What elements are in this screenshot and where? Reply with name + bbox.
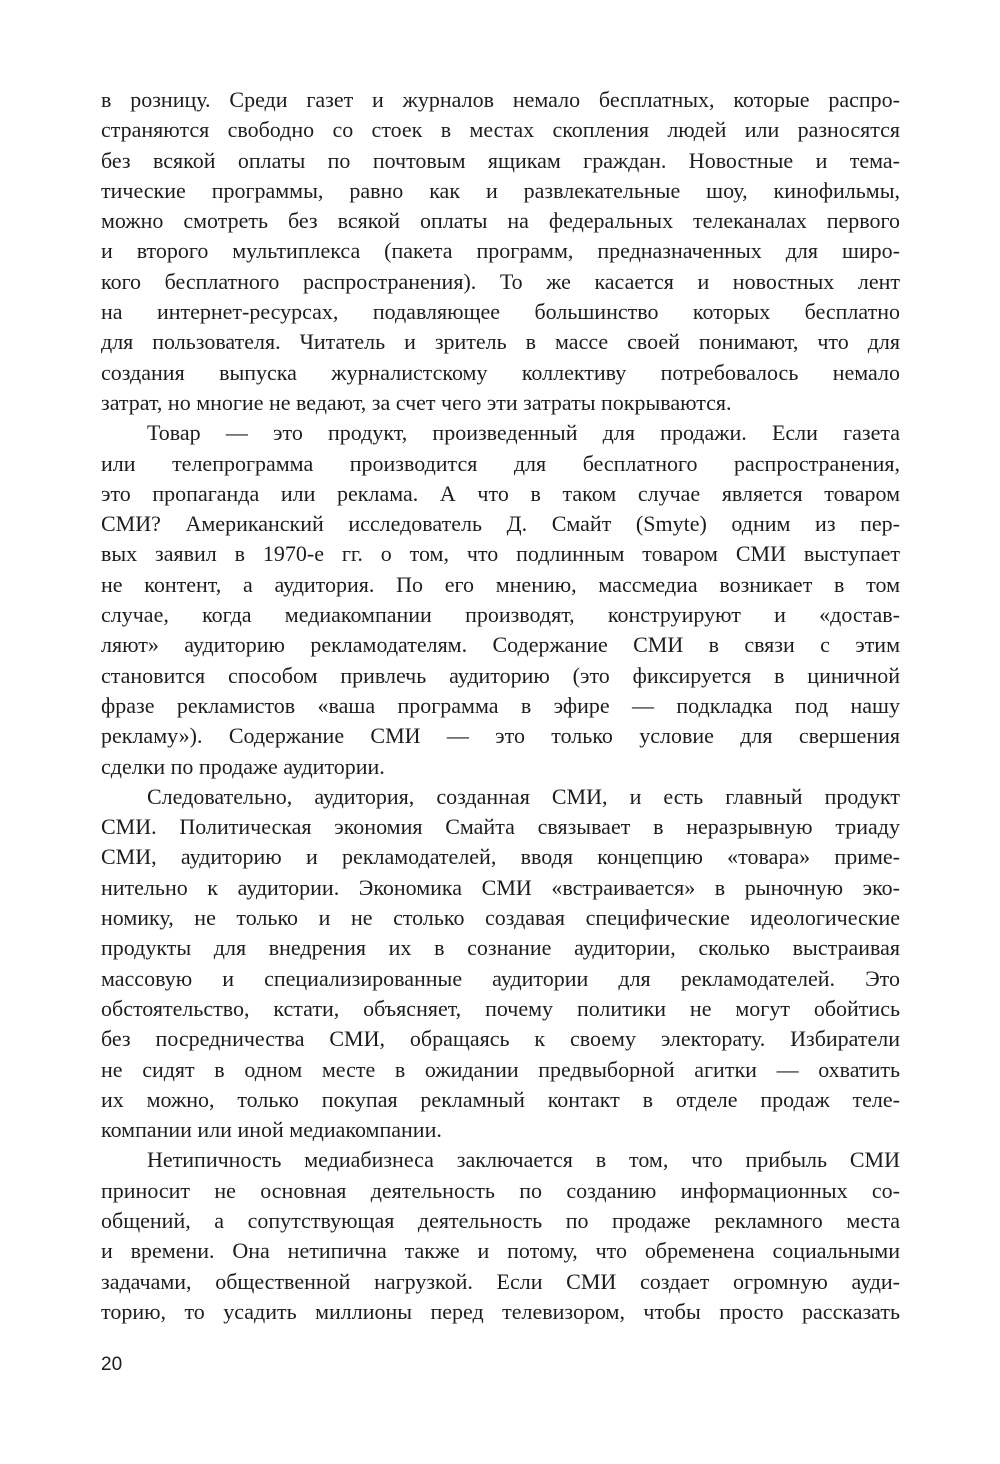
paragraph bbox=[101, 418, 900, 782]
text-line: Следовательно, аудитория, созданная СМИ, и есть главный продукт bbox=[147, 783, 900, 809]
text-line: рекламу»). Содержание СМИ — это только условие для свершения bbox=[101, 723, 900, 749]
text-line: нительно к аудитории. Экономика СМИ «встраивается» в рыночную эко- bbox=[101, 874, 900, 900]
text-line: не сидят в одном месте в ожидании предвыборной агитки — охватить bbox=[101, 1056, 900, 1082]
text-line: на интернет-ресурсах, подавляющее большинство которых бесплатно bbox=[101, 299, 900, 325]
text-line: СМИ. Политическая экономия Смайта связывает в неразрывную триаду bbox=[101, 814, 900, 840]
text-line: ляют» аудиторию рекламодателям. Содержание СМИ в связи с этим bbox=[101, 632, 900, 658]
paragraph bbox=[101, 782, 900, 1146]
body-text bbox=[101, 85, 900, 1327]
text-line: затрат, но многие не ведают, за счет чего эти затраты покрываются. bbox=[101, 389, 732, 415]
text-line: становится способом привлечь аудиторию (это фиксируется в циничной bbox=[101, 662, 900, 688]
text-line: СМИ? Американский исследователь Д. Смайт (Smyte) одним из пер- bbox=[101, 511, 900, 537]
text-line: СМИ, аудиторию и рекламодателей, вводя концепцию «товара» приме- bbox=[101, 844, 900, 870]
text-line: или телепрограмма производится для бесплатного распространения, bbox=[101, 450, 900, 476]
page-number: 20 bbox=[101, 1354, 123, 1375]
text-line: не контент, а аудитория. По его мнению, массмедиа возникает в том bbox=[101, 571, 900, 597]
text-line: Товар — это продукт, произведенный для продажи. Если газета bbox=[147, 420, 900, 446]
text-line: Нетипичность медиабизнеса заключается в том, что прибыль СМИ bbox=[147, 1147, 900, 1173]
text-line: массовую и специализированные аудитории для рекламодателей. Это bbox=[101, 965, 900, 991]
text-line: без посредничества СМИ, обращаясь к своему электорату. Избиратели bbox=[101, 1026, 900, 1052]
text-line: и времени. Она нетипична также и потому, что обременена социальными bbox=[101, 1238, 900, 1264]
text-line: обстоятельство, кстати, объясняет, почему политики не могут обойтись bbox=[101, 995, 900, 1021]
text-line: их можно, только покупая рекламный контакт в отделе продаж теле- bbox=[101, 1086, 900, 1112]
text-line: приносит не основная деятельность по созданию информационных со- bbox=[101, 1177, 900, 1203]
text-line: компании или иной медиакомпании. bbox=[101, 1117, 442, 1143]
text-line: тические программы, равно как и развлекательные шоу, кинофильмы, bbox=[101, 177, 900, 203]
text-line: номику, не только и не столько создавая специфические идеологические bbox=[101, 905, 900, 931]
text-line: сделки по продаже аудитории. bbox=[101, 753, 385, 779]
paragraph bbox=[101, 85, 900, 418]
text-line: без всякой оплаты по почтовым ящикам граждан. Новостные и тема- bbox=[101, 147, 900, 173]
text-line: кого бесплатного распространения). То же касается и новостных лент bbox=[101, 268, 900, 294]
text-line: создания выпуска журналистскому коллективу потребовалось немало bbox=[101, 359, 900, 385]
text-line: общений, а сопутствующая деятельность по продаже рекламного места bbox=[101, 1207, 900, 1233]
text-line: торию, то усадить миллионы перед телевизором, чтобы просто рассказать bbox=[101, 1298, 900, 1324]
text-line: можно смотреть без всякой оплаты на федеральных телеканалах первого bbox=[101, 208, 900, 234]
text-line: фразе рекламистов «ваша программа в эфире — подкладка под нашу bbox=[101, 692, 900, 718]
text-line: в розницу. Среди газет и журналов немало бесплатных, которые распро- bbox=[101, 87, 900, 112]
text-line: и второго мультиплекса (пакета программ, предназначенных для широ- bbox=[101, 238, 900, 264]
text-line: продукты для внедрения их в сознание аудитории, сколько выстраивая bbox=[101, 935, 900, 961]
text-line: случае, когда медиакомпании производят, конструируют и «достав- bbox=[101, 602, 900, 628]
text-line: для пользователя. Читатель и зритель в массе своей понимают, что для bbox=[101, 329, 900, 355]
text-line: вых заявил в 1970-е гг. о том, что подлинным товаром СМИ выступает bbox=[101, 541, 900, 567]
text-line: задачами, общественной нагрузкой. Если СМИ создает огромную ауди- bbox=[101, 1268, 900, 1294]
text-line: это пропаганда или реклама. А что в таком случае является товаром bbox=[101, 480, 900, 506]
paragraph bbox=[101, 1145, 900, 1327]
text-line: страняются свободно со стоек в местах скопления людей или разносятся bbox=[101, 117, 900, 143]
